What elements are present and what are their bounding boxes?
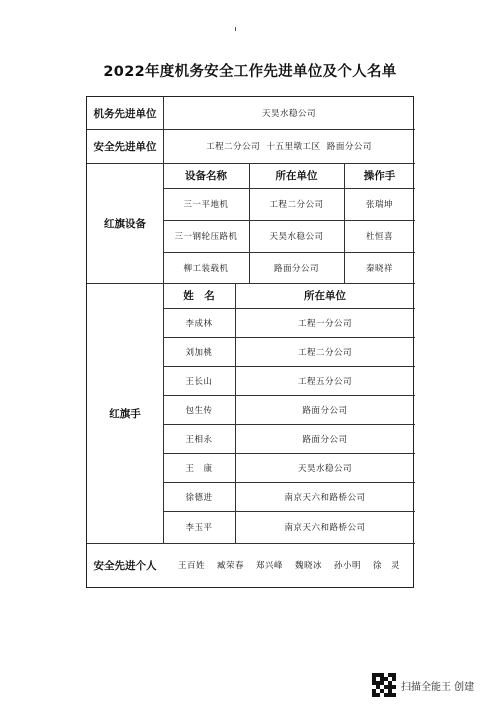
scanner-watermark [372,673,474,697]
safety-individuals-list [163,543,415,587]
safety-individual-name: 郑兴峰 [255,561,283,571]
page-title: 2022年度机务安全工作先进单位及个人名单 [103,64,397,80]
operator-row-7-name: 徐德进 [185,492,213,503]
safety-individual-name: 徐 灵 [373,561,401,571]
operator-row-4-unit: 路面分公司 [302,405,348,416]
equipment-row-2-name: 三一钢轮压路机 [174,232,238,242]
operator-header-unit: 所在单位 [304,290,346,302]
safety-individual-name: 王百姓 [177,561,205,571]
operator-row-3-name: 王长山 [185,376,213,387]
operator-row-2-name: 刘加桃 [185,347,213,358]
qr-code-icon [372,673,396,697]
operator-row-6-name: 王 康 [185,463,213,474]
equipment-row-3-unit: 路面分公司 [273,263,319,274]
red-flag-operator-label: 红旗手 [109,407,141,420]
safety-individual-name: 臧荣春 [216,561,244,571]
safety-individual-name: 魏晓冰 [295,561,323,571]
red-flag-equipment-label: 红旗设备 [104,217,146,230]
safety-unit-label: 安全先进单位 [93,140,157,153]
equipment-row-2-operator: 杜恒喜 [365,232,393,242]
equipment-header-name: 设备名称 [185,170,227,182]
safety-individual-name: 孙小明 [334,561,362,571]
equipment-header-unit: 所在单位 [275,170,318,182]
operator-row-5-name: 王相永 [185,434,213,445]
machinery-unit-value: 天昊水稳公司 [261,109,316,119]
equipment-row-1-unit: 工程二分公司 [269,200,324,210]
watermark-text: 扫描全能王 创建 [401,681,475,693]
scan-mark [235,27,236,31]
operator-row-2-unit: 工程二分公司 [297,347,352,358]
equipment-header-operator: 操作手 [363,170,396,182]
operator-row-8-name: 李玉平 [185,523,213,533]
operator-row-7-unit: 南京天六和路桥公司 [284,492,366,503]
equipment-row-3-name: 柳工装载机 [183,263,229,274]
equipment-row-3-operator: 秦晓祥 [365,263,393,274]
operator-row-8-unit: 南京天六和路桥公司 [284,523,366,533]
equipment-row-1-operator: 张瑞坤 [365,200,393,210]
machinery-unit-label: 机务先进单位 [93,107,157,120]
safety-unit-value: 工程二分公司 十五里墩工区 路面分公司 [206,142,372,152]
honor-table [86,96,414,588]
operator-row-5-unit: 路面分公司 [302,434,348,445]
equipment-row-2-unit: 天昊水稳公司 [269,232,324,242]
operator-row-1-name: 李成林 [185,318,213,329]
operator-row-6-unit: 天昊水稳公司 [297,463,352,474]
operator-header-name: 姓 名 [183,290,215,302]
operator-row-1-unit: 工程一分公司 [297,318,352,329]
operator-row-3-unit: 工程五分公司 [297,376,352,387]
safety-individuals-label: 安全先进个人 [93,559,157,572]
operator-row-4-name: 包生传 [185,405,213,416]
equipment-row-1-name: 三一平地机 [183,200,229,210]
